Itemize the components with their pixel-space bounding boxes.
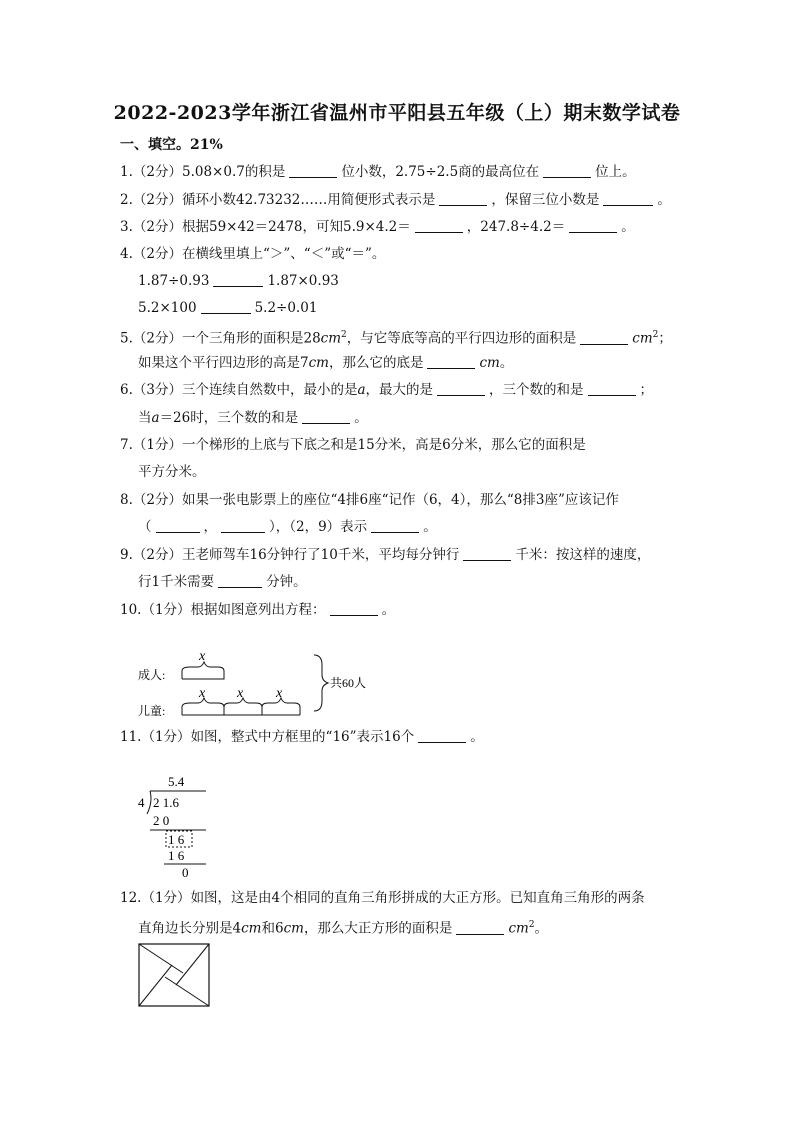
q5-text-c: 如果这个平行四边形的高是7 bbox=[138, 355, 309, 371]
q9-line-2 bbox=[138, 572, 307, 592]
question-5 bbox=[120, 325, 672, 349]
q10-child-x-2: x bbox=[237, 686, 244, 701]
q10-child-x-1: x bbox=[199, 686, 206, 701]
question-4 bbox=[120, 244, 385, 264]
q12-text-c: 和6 bbox=[261, 920, 284, 937]
q4-compare-1 bbox=[138, 271, 339, 291]
q5-number: 5.（2分） bbox=[120, 330, 182, 347]
q8-line-2 bbox=[138, 517, 437, 537]
q5-unit-3: cm bbox=[308, 355, 329, 371]
q11-text-a: 如图，整式中方框里的“16”表示16个 bbox=[190, 729, 415, 745]
question-2 bbox=[120, 190, 671, 210]
q9-number: 9.（2分） bbox=[120, 547, 182, 563]
q10-text-a: 根据如图意列出方程： bbox=[190, 602, 326, 618]
question-9 bbox=[120, 545, 650, 565]
q8-text-e: 。 bbox=[423, 519, 437, 535]
q12-unit-3: cm bbox=[508, 920, 529, 937]
q12-outer-square bbox=[139, 944, 209, 1006]
q11-step-2: 1 6 bbox=[168, 832, 185, 847]
q8-blank-3[interactable] bbox=[371, 518, 419, 533]
q3-text-b: ，247.8÷4.2＝ bbox=[466, 219, 566, 235]
question-12 bbox=[120, 888, 645, 908]
q10-text-b: 。 bbox=[381, 602, 396, 618]
q7-number: 7.（1分） bbox=[120, 437, 182, 453]
q11-dividend: 2 1.6 bbox=[153, 795, 179, 810]
q4-blank-1[interactable] bbox=[213, 272, 263, 287]
q10-number: 10.（1分） bbox=[120, 602, 191, 618]
q2-text-c: 。 bbox=[657, 192, 671, 208]
q2-number: 2.（2分） bbox=[120, 192, 182, 208]
q7-text-b: 平方分米。 bbox=[138, 464, 206, 480]
q6-text-d: ； bbox=[639, 382, 654, 398]
q11-long-division bbox=[134, 770, 224, 880]
q6-text-g: 。 bbox=[354, 410, 368, 426]
q6-text-a: 三个连续自然数中，最小的是 bbox=[181, 382, 358, 398]
q11-blank[interactable] bbox=[418, 728, 466, 743]
q10-total-label: 共60人 bbox=[330, 676, 367, 690]
q5-line-2 bbox=[138, 353, 513, 373]
q1-blank-2[interactable] bbox=[543, 163, 591, 178]
q12-text-b: 直角边长分别是4 bbox=[138, 920, 242, 937]
question-6 bbox=[120, 380, 653, 400]
question-1 bbox=[120, 162, 636, 182]
q9-text-b: 千米：按这样的速度， bbox=[515, 547, 651, 563]
q5-end: 。 bbox=[499, 355, 514, 371]
q3-number: 3.（2分） bbox=[120, 219, 182, 235]
q5-text-a: 一个三角形的面积是28 bbox=[181, 330, 321, 347]
q4-text-a: 在横线里填上“＞”、“＜”或“＝”。 bbox=[181, 246, 386, 262]
section-heading: 一、填空。21% bbox=[120, 137, 223, 153]
q12-seg-1 bbox=[139, 944, 183, 973]
q8-text-d: ），（2，9）表示 bbox=[269, 519, 368, 535]
q1-text-a: 5.08×0.7的积是 bbox=[181, 164, 286, 180]
q12-unit-1: cm bbox=[241, 920, 262, 937]
q4-right-1: 1.87×0.93 bbox=[267, 273, 339, 289]
q6-var-2: a bbox=[151, 410, 160, 426]
q5-blank-1[interactable] bbox=[580, 330, 628, 345]
q1-text-c: 位上。 bbox=[595, 164, 636, 180]
q3-text-c: 。 bbox=[621, 219, 635, 235]
q9-blank-2[interactable] bbox=[218, 573, 262, 588]
q5-unit-4: cm bbox=[479, 355, 500, 371]
q9-text-a: 王老师驾车16分钟行了10千米，平均每分钟行 bbox=[181, 547, 460, 563]
q9-text-c: 行1千米需要 bbox=[138, 574, 215, 590]
q1-number: 1.（2分） bbox=[120, 164, 182, 180]
q9-blank-1[interactable] bbox=[463, 546, 511, 561]
page-title: 2022-2023学年浙江省温州市平阳县五年级（上）期末数学试卷 bbox=[113, 102, 681, 124]
q10-adult-brace bbox=[182, 662, 224, 679]
q8-text-a: 如果一张电影票上的座位“4排6座“记作（6，4），那么“8排3座”应该记作 bbox=[181, 492, 619, 508]
q6-text-f: ＝26时，三个数的和是 bbox=[159, 410, 299, 426]
q4-left-2: 5.2×100 bbox=[138, 300, 197, 316]
q10-total-brace bbox=[314, 655, 328, 711]
q12-seg-2 bbox=[176, 944, 209, 985]
q10-adult-x: x bbox=[199, 649, 206, 664]
q10-diagram bbox=[134, 645, 394, 725]
q2-blank-2[interactable] bbox=[603, 191, 653, 206]
q4-number: 4.（2分） bbox=[120, 246, 182, 262]
q2-text-a: 循环小数42.73232……用简便形式表示是 bbox=[181, 192, 436, 208]
q12-text-a: 如图，这是由4个相同的直角三角形拼成的大正方形。已知直角三角形的两条 bbox=[190, 890, 645, 906]
q5-sup-2: 2 bbox=[652, 330, 659, 340]
q12-text-e: 。 bbox=[534, 920, 549, 937]
q6-blank-3[interactable] bbox=[302, 409, 350, 424]
q10-child-label: 儿童: bbox=[138, 704, 166, 718]
q11-divisor: 4 bbox=[138, 795, 145, 810]
q8-text-c: ， bbox=[203, 519, 217, 535]
q4-blank-2[interactable] bbox=[201, 299, 251, 314]
question-7 bbox=[120, 435, 586, 455]
q2-blank-1[interactable] bbox=[439, 191, 487, 206]
q1-text-b: 位小数，2.75÷2.5商的最高位在 bbox=[341, 164, 540, 180]
q11-division-bracket bbox=[147, 791, 151, 814]
q6-number: 6.（3分） bbox=[120, 382, 182, 398]
q12-line-2 bbox=[138, 915, 548, 939]
question-11 bbox=[120, 727, 484, 747]
q11-number: 11.（1分） bbox=[120, 729, 191, 745]
q6-text-e: 当 bbox=[138, 410, 152, 426]
q1-blank-1[interactable] bbox=[289, 163, 337, 178]
q5-text-b: ，与它等底等高的平行四边形的面积是 bbox=[346, 330, 577, 347]
q12-sup: 2 bbox=[528, 920, 535, 930]
q6-var-1: a bbox=[357, 382, 366, 398]
q9-text-d: 分钟。 bbox=[266, 574, 307, 590]
q8-text-b: （ bbox=[138, 519, 152, 535]
question-3 bbox=[120, 217, 635, 237]
q10-child-x-3: x bbox=[276, 686, 283, 701]
q5-semicolon: ； bbox=[658, 330, 672, 347]
q8-blank-2[interactable] bbox=[221, 518, 265, 533]
q12-text-d: ，那么大正方形的面积是 bbox=[303, 920, 453, 937]
q8-blank-1[interactable] bbox=[156, 518, 200, 533]
q6-line-2 bbox=[138, 408, 368, 428]
q5-unit-2: cm bbox=[632, 330, 653, 347]
q11-quotient: 5.4 bbox=[168, 774, 185, 789]
q12-pinwheel-square bbox=[138, 943, 212, 1009]
q6-blank-2[interactable] bbox=[588, 381, 636, 396]
q12-blank[interactable] bbox=[456, 920, 504, 935]
q6-text-c: ，三个数的和是 bbox=[489, 382, 584, 398]
q3-text-a: 根据59×42＝2478，可知5.9×4.2＝ bbox=[181, 219, 411, 235]
q10-blank[interactable] bbox=[330, 601, 378, 616]
q11-text-b: 。 bbox=[470, 729, 484, 745]
question-8 bbox=[120, 490, 619, 510]
q11-remainder: 0 bbox=[182, 865, 189, 880]
q4-right-2: 5.2÷0.01 bbox=[254, 300, 318, 316]
q5-text-d: ，那么它的底是 bbox=[328, 355, 424, 371]
q10-adult-label: 成人: bbox=[138, 668, 166, 682]
q3-blank-2[interactable] bbox=[569, 218, 617, 233]
q7-text-a: 一个梯形的上底与下底之和是15分米，高是6分米，那么它的面积是 bbox=[181, 437, 586, 453]
q5-unit-1: cm bbox=[320, 330, 342, 347]
q3-blank-1[interactable] bbox=[415, 218, 463, 233]
q6-blank-1[interactable] bbox=[437, 381, 485, 396]
q7-line-2 bbox=[138, 462, 206, 482]
q6-text-b: ，最大的是 bbox=[365, 382, 434, 398]
q2-text-b: ，保留三位小数是 bbox=[491, 192, 600, 208]
q5-sup-1: 2 bbox=[341, 330, 347, 340]
q12-unit-2: cm bbox=[283, 920, 304, 937]
q8-number: 8.（2分） bbox=[120, 492, 182, 508]
q12-seg-4 bbox=[139, 965, 172, 1006]
q11-step-3: 1 6 bbox=[168, 848, 185, 863]
q11-step-1: 2 0 bbox=[153, 813, 170, 828]
q4-left-1: 1.87÷0.93 bbox=[138, 273, 210, 289]
q12-seg-3 bbox=[165, 977, 209, 1006]
q4-compare-2 bbox=[138, 298, 317, 318]
q10-child-brace-1 bbox=[182, 698, 224, 715]
question-10 bbox=[120, 600, 395, 620]
q12-number: 12.（1分） bbox=[120, 890, 191, 906]
q5-blank-2[interactable] bbox=[427, 354, 475, 369]
